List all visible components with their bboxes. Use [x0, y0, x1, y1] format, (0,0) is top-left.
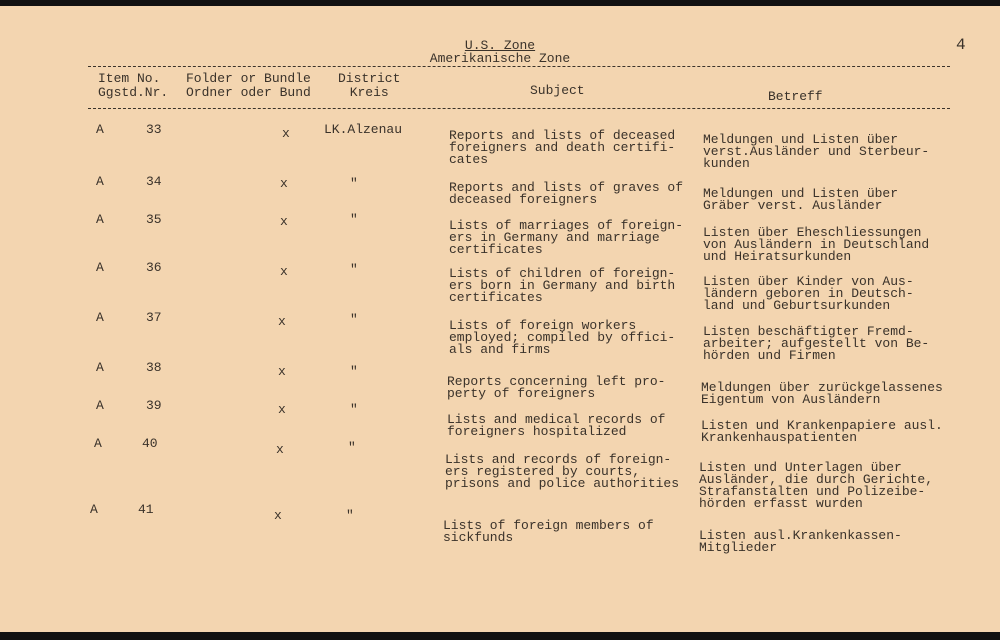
- betreff: Listen beschäftigter Fremd- arbeiter; aufgestellt von Be- hörden und Firmen: [703, 324, 930, 363]
- betreff: Meldungen und Listen über Gräber verst. Ausländer: [703, 186, 899, 213]
- folder-mark: x: [282, 126, 290, 141]
- item-letter: A: [96, 122, 104, 137]
- item-number: 33: [146, 122, 162, 137]
- page-number: 4: [956, 36, 966, 54]
- folder-mark: x: [280, 176, 288, 191]
- betreff: Listen und Krankenpapiere ausl. Krankenhauspatienten: [701, 418, 943, 445]
- subject: Lists and medical records of foreigners hospitalized: [447, 412, 666, 439]
- table-row: [0, 310, 1000, 363]
- item-letter: A: [96, 212, 104, 227]
- item-number: 39: [146, 398, 162, 413]
- district: ": [350, 402, 358, 417]
- district: LK.Alzenau: [324, 122, 403, 137]
- betreff: Meldungen über zurückgelassenes Eigentum von Ausländern: [701, 380, 943, 407]
- folder-mark: x: [280, 214, 288, 229]
- folder-mark: x: [278, 314, 286, 329]
- subject: Lists of foreign workers employed; compiled by offici- als and firms: [449, 318, 676, 357]
- table-row: [0, 502, 1000, 555]
- item-number: 41: [138, 502, 154, 517]
- header-item-number: Item No. Ggstd.Nr.: [98, 71, 169, 100]
- folder-mark: x: [274, 508, 282, 523]
- subject: Lists of foreign members of sickfunds: [443, 518, 654, 545]
- header-district: District Kreis: [338, 71, 401, 100]
- district: ": [346, 508, 354, 523]
- betreff: Listen ausl.Krankenkassen- Mitglieder: [699, 528, 902, 555]
- item-number: 35: [146, 212, 162, 227]
- betreff: Meldungen und Listen über verst.Ausländer und Sterbeur- kunden: [703, 132, 930, 171]
- betreff: Listen über Eheschliessungen von Ausländern in Deutschland und Heiratsurkunden: [703, 225, 930, 264]
- item-letter: A: [96, 360, 104, 375]
- zone-subtitle: Amerikanische Zone: [429, 51, 571, 66]
- subject: Lists of marriages of foreign- ers in Germany and marriage certificates: [449, 218, 684, 257]
- folder-mark: x: [278, 402, 286, 417]
- item-number: 34: [146, 174, 162, 189]
- folder-mark: x: [280, 264, 288, 279]
- header-bottom-rule: [88, 108, 950, 109]
- item-letter: A: [90, 502, 98, 517]
- folder-mark: x: [278, 364, 286, 379]
- district: ": [348, 440, 356, 455]
- betreff: Listen über Kinder von Aus- ländern geboren in Deutsch- land und Geburtsurkunden: [703, 274, 914, 313]
- item-letter: A: [96, 260, 104, 275]
- item-letter: A: [96, 174, 104, 189]
- item-letter: A: [96, 310, 104, 325]
- district: ": [350, 212, 358, 227]
- item-letter: A: [94, 436, 102, 451]
- item-letter: A: [96, 398, 104, 413]
- table-row: [0, 174, 1000, 213]
- subject: Reports and lists of graves of deceased foreigners: [449, 180, 684, 207]
- document-page: [0, 6, 1000, 632]
- header-folder-bundle: Folder or Bundle Ordner oder Bund: [186, 71, 311, 100]
- header-subject: Subject: [530, 83, 585, 98]
- zone-title: U.S. Zone: [464, 38, 536, 53]
- table-row: [0, 122, 1000, 171]
- header-top-rule: [88, 66, 950, 67]
- item-number: 37: [146, 310, 162, 325]
- table-row: [0, 260, 1000, 313]
- subject: Lists of children of foreign- ers born in Germany and birth certificates: [449, 266, 676, 305]
- district: ": [350, 312, 358, 327]
- header-betreff: Betreff: [768, 89, 823, 104]
- item-number: 40: [142, 436, 158, 451]
- item-number: 36: [146, 260, 162, 275]
- district: ": [350, 176, 358, 191]
- district: ": [350, 364, 358, 379]
- subject: Reports concerning left pro- perty of foreigners: [447, 374, 666, 401]
- district: ": [350, 262, 358, 277]
- item-number: 38: [146, 360, 162, 375]
- folder-mark: x: [276, 442, 284, 457]
- subject: Lists and records of foreign- ers registered by courts, prisons and police authorities: [445, 452, 680, 491]
- betreff: Listen und Unterlagen über Ausländer, die durch Gerichte, Strafanstalten und Polizeibe- hörden erfasst wurden: [699, 460, 934, 511]
- table-row: [0, 212, 1000, 264]
- subject: Reports and lists of deceased foreigners and death certifi- cates: [449, 128, 676, 167]
